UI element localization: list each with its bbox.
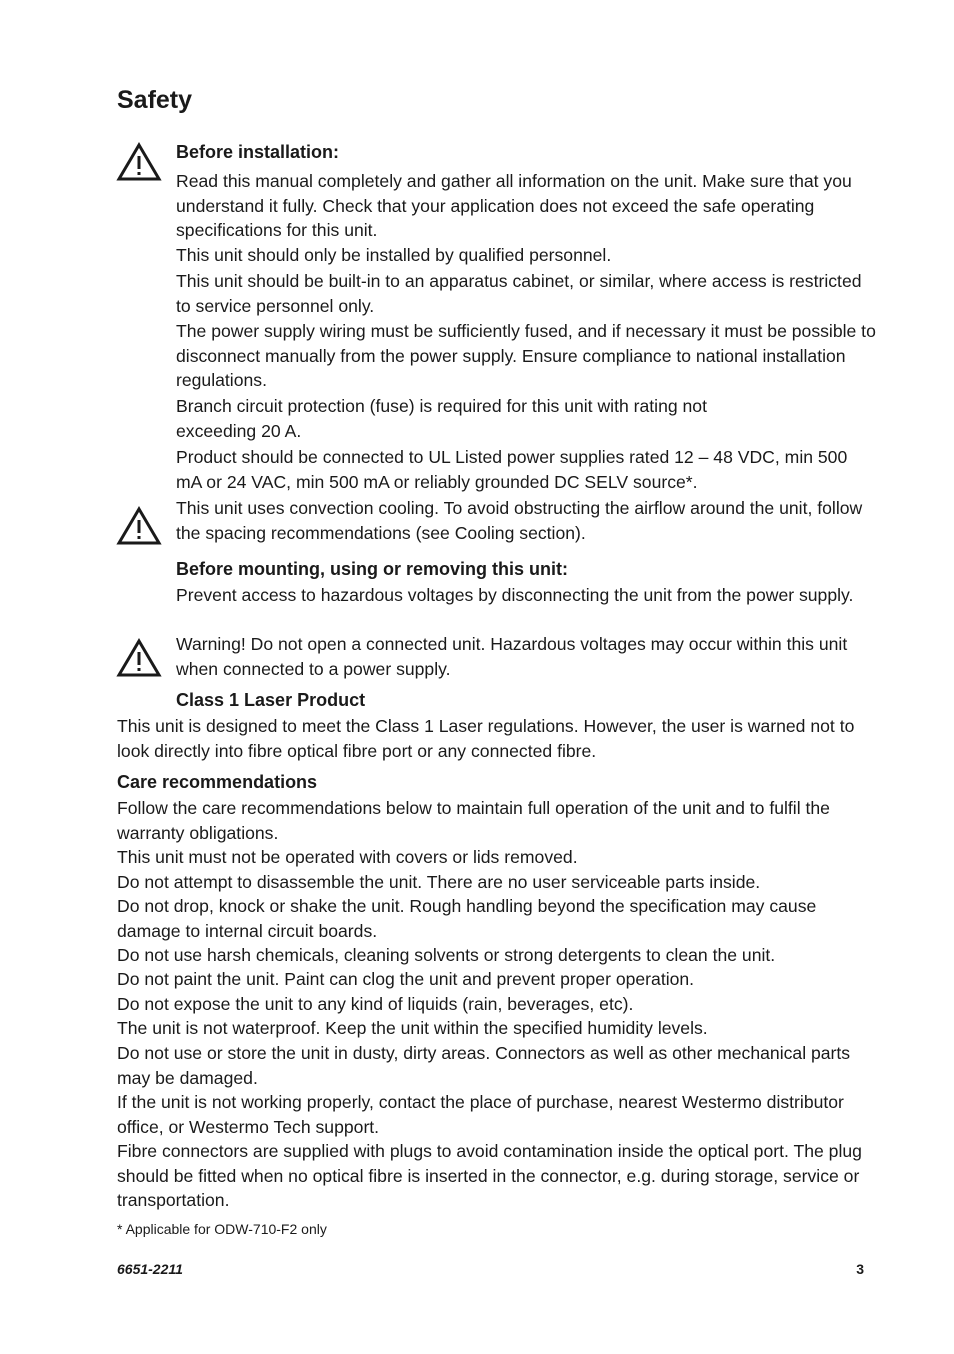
section-heading: Before installation: [176, 142, 340, 162]
page-number: 3 [856, 1261, 864, 1277]
document-number: 6651-2211 [117, 1261, 183, 1277]
before-installation-section [176, 140, 876, 164]
laser-section [176, 688, 876, 712]
paragraph: Do not attempt to disassemble the unit. There are no user serviceable parts inside. [117, 872, 761, 892]
paragraph: Follow the care recommendations below to maintain full operation of the unit and to fulfil the warranty obligations. [117, 798, 830, 843]
paragraph: Do not expose the unit to any kind of liquids (rain, beverages, etc). [117, 994, 634, 1014]
paragraph: The unit is not waterproof. Keep the unit within the specified humidity levels. [117, 1018, 708, 1038]
before-mounting-section [176, 557, 876, 581]
section-heading: Class 1 Laser Product [176, 690, 366, 710]
paragraph: This unit should only be installed by qualified personnel. [176, 245, 612, 265]
paragraph: Product should be connected to UL Listed power supplies rated 12 – 48 VDC, min 500 mA or 24 VAC, min 500 mA or reliably grounded DC SELV source*. [176, 447, 848, 492]
section-heading: Care recommendations [117, 772, 318, 792]
paragraph: Do not paint the unit. Paint can clog the unit and prevent proper operation. [117, 969, 695, 989]
paragraph: Prevent access to hazardous voltages by disconnecting the unit from the power supply. [176, 585, 854, 605]
paragraph: This unit must not be operated with covers or lids removed. [117, 847, 578, 867]
warning-triangle-icon [116, 638, 162, 678]
warning-triangle-icon [116, 506, 162, 546]
paragraph: The power supply wiring must be sufficiently fused, and if necessary it must be possible to disconnect manually from the power supply. Ensure compliance to national installation regulations. [176, 321, 876, 391]
paragraph: If the unit is not working properly, contact the place of purchase, nearest Westermo distributor office, or Westermo Tech support. [117, 1092, 844, 1137]
warning-triangle-icon [116, 142, 162, 182]
paragraph: Warning! Do not open a connected unit. Hazardous voltages may occur within this unit when connected to a power supply. [176, 634, 848, 679]
page-title: Safety [117, 86, 193, 114]
paragraph: This unit should be built-in to an apparatus cabinet, or similar, where access is restricted to service personnel only. [176, 271, 862, 316]
care-section [117, 770, 877, 794]
section-heading: Before mounting, using or removing this unit: [176, 559, 568, 579]
paragraph: Branch circuit protection (fuse) is required for this unit with rating not exceeding 20 A. [176, 396, 707, 441]
paragraph: This unit uses convection cooling. To avoid obstructing the airflow around the unit, follow the spacing recommendations (see Cooling section). [176, 498, 863, 543]
paragraph: Fibre connectors are supplied with plugs to avoid contamination inside the optical port. The plug should be fitted when no optical fibre is inserted in the connector, e.g. during storage, service or transportation. [117, 1141, 862, 1211]
paragraph: Do not use or store the unit in dusty, dirty areas. Connectors as well as other mechanical parts may be damaged. [117, 1043, 851, 1088]
paragraph: Read this manual completely and gather all information on the unit. Make sure that you understand it fully. Check that your application does not exceed the safe operating specifications for this unit. [176, 171, 852, 241]
paragraph: This unit is designed to meet the Class 1 Laser regulations. However, the user is warned not to look directly into fibre optical fibre port or any connected fibre. [117, 716, 855, 761]
paragraph: Do not drop, knock or shake the unit. Rough handling beyond the specification may cause damage to internal circuit boards. [117, 896, 817, 941]
footnote: * Applicable for ODW-710-F2 only [117, 1221, 327, 1237]
paragraph: Do not use harsh chemicals, cleaning solvents or strong detergents to clean the unit. [117, 945, 776, 965]
